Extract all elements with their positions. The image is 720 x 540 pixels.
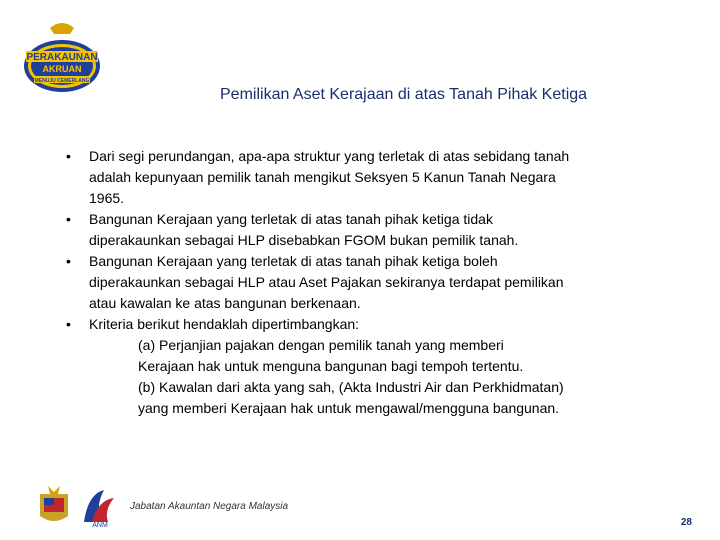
bullet-item — [66, 209, 666, 251]
sub-line: (b) Kawalan dari akta yang sah, (Akta Industri Air dan Perkhidmatan) — [138, 379, 564, 395]
bullet-item — [66, 251, 666, 314]
bullet-item — [66, 314, 666, 335]
bullet-icon: • — [66, 253, 71, 269]
bullet-line: diperakaunkan sebagai HLP atau Aset Pajakan sekiranya terdapat pemilikan — [89, 274, 564, 290]
bullet-line: Kriteria berikut hendaklah dipertimbangkan: — [89, 316, 360, 332]
sub-line: Kerajaan hak untuk menguna bangunan bagi tempoh tertentu. — [138, 358, 524, 374]
anm-logo-icon — [84, 490, 114, 528]
bullet-line: Dari segi perundangan, apa-apa struktur yang terletak di atas sebidang tanah — [89, 148, 570, 164]
bullet-icon: • — [66, 211, 71, 227]
bullet-line: 1965. — [89, 190, 125, 206]
slide-title: Pemilikan Aset Kerajaan di atas Tanah Pihak Ketiga — [220, 86, 588, 103]
bullet-item — [66, 146, 666, 209]
bullet-line: adalah kepunyaan pemilik tanah mengikut Seksyen 5 Kanun Tanah Negara — [89, 169, 556, 185]
anm-label: ANM — [92, 522, 108, 528]
bullet-icon: • — [66, 148, 71, 164]
crest-icon — [50, 23, 74, 34]
bullet-line: diperakaunkan sebagai HLP disebabkan FGOM bukan pemilik tanah. — [89, 232, 519, 248]
footer-logos — [34, 482, 118, 528]
bullet-list — [66, 146, 666, 419]
bullet-line: Bangunan Kerajaan yang terletak di atas tanah pihak ketiga boleh — [89, 253, 498, 269]
bullet-line: Bangunan Kerajaan yang terletak di atas tanah pihak ketiga tidak — [89, 211, 493, 227]
page-number: 28 — [680, 517, 692, 528]
sub-item-block — [66, 335, 666, 419]
sub-line: yang memberi Kerajaan hak untuk mengawal/mengguna bangunan. — [138, 400, 560, 416]
footer-text: Jabatan Akauntan Negara Malaysia — [130, 501, 289, 512]
logo-line1: PERAKAUNAN — [26, 52, 98, 63]
sub-line: (a) Perjanjian pajakan dengan pemilik tanah yang memberi — [138, 337, 504, 353]
bullet-icon: • — [66, 316, 71, 332]
logo-line2: AKRUAN — [42, 64, 82, 74]
logo-line3: MENUJU CEMERLANG — [34, 78, 90, 84]
coat-of-arms-icon — [40, 486, 68, 521]
bullet-line: atau kawalan ke atas bangunan berkenaan. — [89, 295, 361, 311]
perakaunan-akruan-logo — [20, 18, 104, 94]
